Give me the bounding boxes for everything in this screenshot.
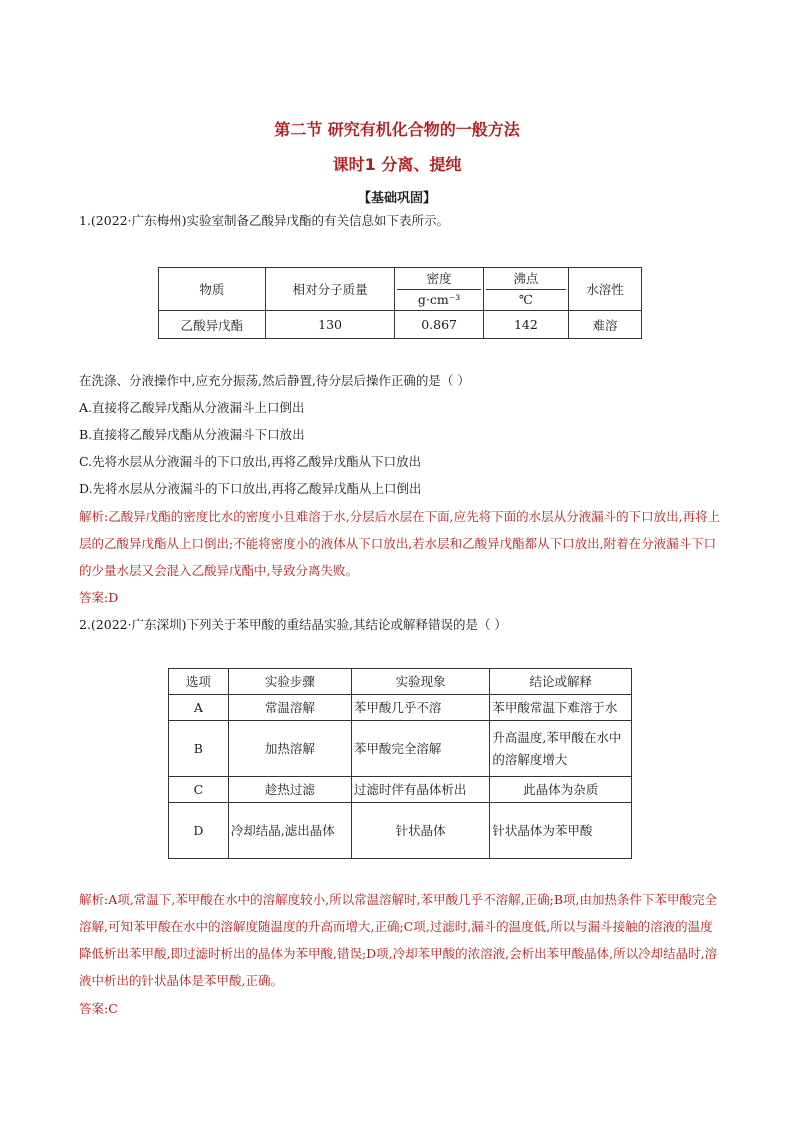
row-a-conclusion: 苯甲酸常温下难溶于水 <box>490 695 632 721</box>
q1-question: 在洗涤、分液操作中,应充分振荡,然后静置,待分层后操作正确的是（ ） <box>79 373 470 388</box>
row-a-phenomenon: 苯甲酸几乎不溶 <box>351 695 490 721</box>
row-d-step: 冷却结晶,滤出晶体 <box>228 803 351 859</box>
q1-option-d: D.先将水层从分液漏斗的下口放出,再将乙酸异戊酯从上口倒出 <box>79 481 422 496</box>
row-a-option: A <box>169 695 229 721</box>
row-c-phenomenon: 过滤时伴有晶体析出 <box>351 777 490 803</box>
header-option: 选项 <box>169 669 229 695</box>
q1-option-a: A.直接将乙酸异戊酯从分液漏斗上口倒出 <box>79 400 305 415</box>
lesson-subtitle: 课时1 分离、提纯 <box>332 155 462 174</box>
header-solubility: 水溶性 <box>568 268 641 311</box>
row-d-option: D <box>169 803 229 859</box>
row-d-conclusion: 针状晶体为苯甲酸 <box>490 803 632 859</box>
header-molar-mass: 相对分子质量 <box>265 268 394 311</box>
row-b-step: 加热溶解 <box>228 721 351 777</box>
header-phenomenon: 实验现象 <box>351 669 490 695</box>
row-c-option: C <box>169 777 229 803</box>
row-b-phenomenon: 苯甲酸完全溶解 <box>351 721 490 777</box>
q1-answer: 答案:D <box>79 590 119 605</box>
q1-table <box>158 267 642 339</box>
cell-solubility: 难溶 <box>568 311 641 339</box>
q2-analysis: 解析:A项,常温下,苯甲酸在水中的溶解度较小,所以常温溶解时,苯甲酸几乎不溶解,正确;B项,由加热条件下苯甲酸完全溶解,可知苯甲酸在水中的溶解度随温度的升高而增大,正确;C项,过滤时,漏斗的温度低,所以与漏斗接触的溶液的温度降低析出苯甲酸,即过滤时析出的晶体为苯甲酸,错误;D项,冷却苯甲酸的浓溶液,会析出苯甲酸晶体,所以冷却结晶时,溶液中析出的针状晶体是苯甲酸,正确。 <box>79 892 718 988</box>
row-c-step: 趁热过滤 <box>228 777 351 803</box>
header-boiling-point <box>483 268 568 311</box>
q1-option-b: B.直接将乙酸异戊酯从分液漏斗下口放出 <box>79 427 305 442</box>
header-density <box>395 268 484 311</box>
row-c-conclusion: 此晶体为杂质 <box>490 777 632 803</box>
q2-stem: 2.(2022·广东深圳)下列关于苯甲酸的重结晶实验,其结论或解释错误的是（ ） <box>79 617 507 632</box>
boiling-point-label: 沸点 <box>486 271 566 290</box>
header-substance: 物质 <box>159 268 266 311</box>
cell-boiling-point: 142 <box>483 311 568 339</box>
boiling-point-unit: ℃ <box>518 291 533 307</box>
density-label: 密度 <box>397 271 481 290</box>
q1-option-c: C.先将水层从分液漏斗的下口放出,再将乙酸异戊酯从下口放出 <box>79 454 422 469</box>
q2-table <box>168 668 632 859</box>
cell-substance: 乙酸异戊酯 <box>159 311 266 339</box>
q2-answer: 答案:C <box>79 1001 118 1016</box>
density-unit: g·cm⁻³ <box>417 291 461 307</box>
q1-stem: 1.(2022·广东梅州)实验室制备乙酸异戊酯的有关信息如下表所示。 <box>79 213 449 228</box>
header-conclusion: 结论或解释 <box>490 669 632 695</box>
cell-molar-mass: 130 <box>265 311 394 339</box>
row-d-phenomenon: 针状晶体 <box>351 803 490 859</box>
row-b-conclusion: 升高温度,苯甲酸在水中的溶解度增大 <box>490 721 632 777</box>
page-title: 第二节 研究有机化合物的一般方法 <box>274 120 520 139</box>
row-b-option: B <box>169 721 229 777</box>
header-step: 实验步骤 <box>228 669 351 695</box>
section-heading: 【基础巩固】 <box>357 191 436 206</box>
cell-density: 0.867 <box>395 311 484 339</box>
row-a-step: 常温溶解 <box>228 695 351 721</box>
q1-analysis: 解析:乙酸异戊酯的密度比水的密度小且难溶于水,分层后水层在下面,应先将下面的水层从分液漏斗的下口放出,再将上层的乙酸异戊酯从上口倒出;不能将密度小的液体从下口放出,若水层和乙酸异戊酯都从下口放出,附着在分液漏斗下口的少量水层又会混入乙酸异戊酯中,导致分离失败。 <box>79 509 721 578</box>
